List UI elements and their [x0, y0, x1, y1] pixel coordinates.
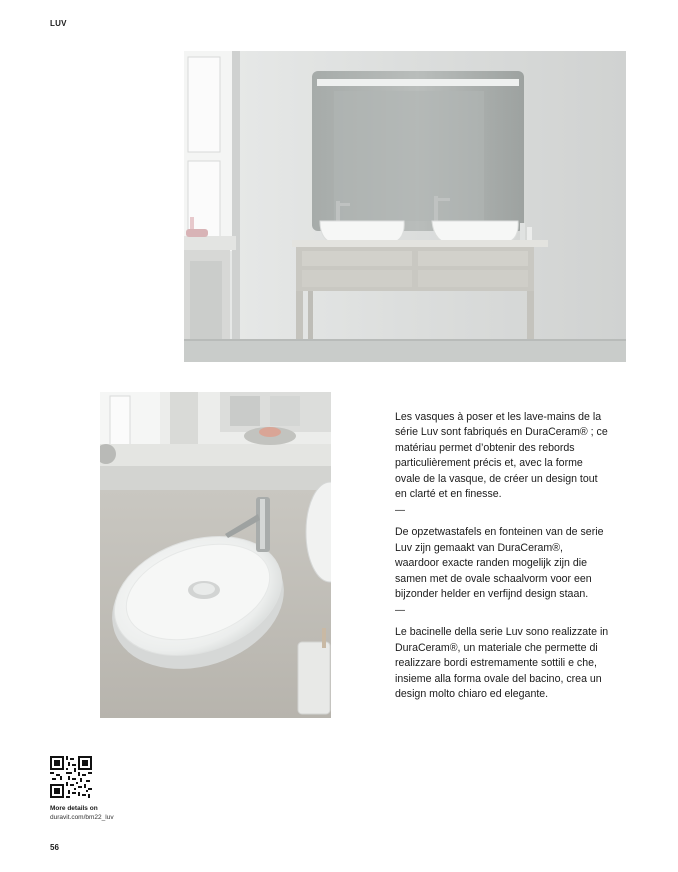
page-number: 56 [50, 843, 59, 852]
basin-closeup-photo [100, 392, 331, 718]
series-header: LUV [50, 19, 67, 28]
description-text-column [395, 410, 610, 703]
more-details-link[interactable]: duravit.com/bm22_luv [50, 814, 114, 821]
description-it: Le bacinelle della serie Luv sono realizzate in DuraCeram®, un materiale che permette di realizzare bordi estremamente sottili e che, insieme alla forma ovale del bacino, crea un design molto chiaro ed elegante. [395, 626, 609, 701]
description-fr: Les vasques à poser et les lave-mains de la série Luv sont fabriqués en DuraCeram® ; ce matériau permet d’obtenir des rebords particulièrement précis et, avec la forme ovale de la vasque, de créer un design tout en clarté et en finesse. [395, 411, 608, 501]
separator-dash: — [395, 605, 405, 617]
separator-dash: — [395, 505, 405, 517]
vanity-photo [184, 51, 626, 362]
qr-code-icon[interactable] [50, 756, 92, 798]
more-details-label: More details on [50, 805, 98, 812]
description-nl: De opzetwastafels en fonteinen van de serie Luv zijn gemaakt van DuraCeram®, waardoor exacte randen mogelijk zijn die samen met de ovale schaalvorm voor een bijzonder helder en verfijnd design staan. [395, 526, 604, 601]
